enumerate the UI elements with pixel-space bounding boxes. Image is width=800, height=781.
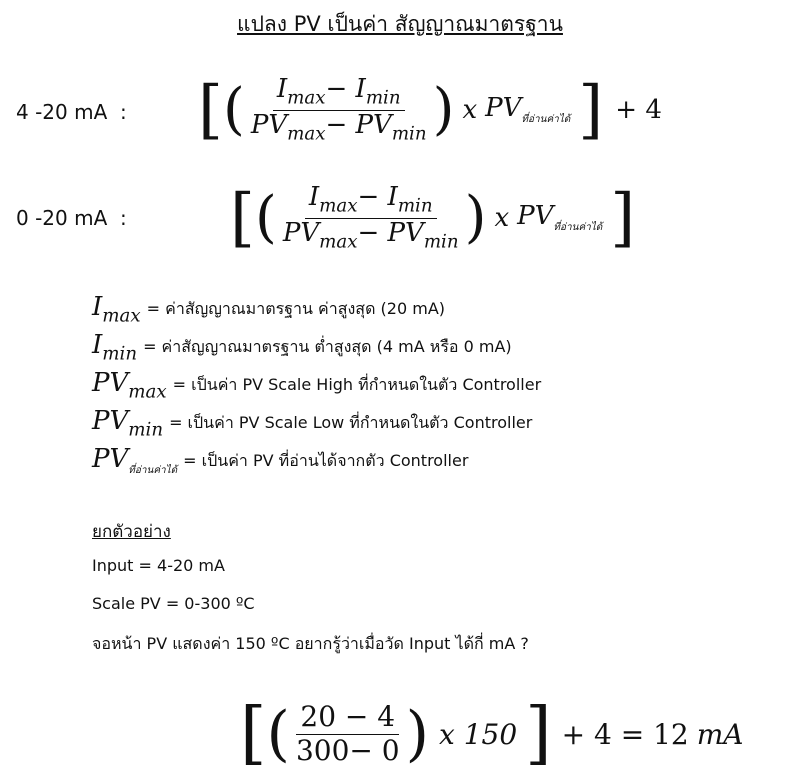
ratio-fraction bbox=[279, 183, 463, 253]
times-sign: x bbox=[462, 95, 478, 125]
example-scale-line: Scale PV = 0-300 ºC bbox=[92, 594, 255, 613]
left-paren: ( bbox=[222, 77, 245, 142]
pv-read: $PV_{ที่อ่านค่าได้}$ bbox=[517, 201, 603, 233]
right-bracket: ] bbox=[610, 181, 636, 255]
example-question-line: จอหน้า PV แสดงค่า 150 ºC อยากรู้ว่าเมื่อวัด Input ได้กี่ mA ? bbox=[92, 634, 529, 653]
formula-4-20 bbox=[198, 70, 662, 150]
formula-0-20-label: 0 -20 mA : bbox=[16, 206, 127, 230]
definition-imax: $I_{max}$ = ค่าสัญญาณมาตรฐาน ค่าสูงสุด (20 mA) bbox=[92, 291, 445, 327]
example-denominator: 300− 0 bbox=[295, 733, 400, 767]
pv-read: $PV_{ที่อ่านค่าได้}$ bbox=[485, 93, 571, 125]
right-paren: ) bbox=[432, 77, 455, 142]
page-title: แปลง PV เป็นค่า สัญญาณมาตรฐาน bbox=[237, 12, 563, 36]
definitions-list bbox=[92, 290, 541, 480]
right-bracket: ] bbox=[525, 694, 552, 773]
left-bracket: [ bbox=[240, 694, 267, 773]
example-result: + 4 = 12 bbox=[561, 717, 689, 751]
numerator: $I_{max}- I_{min}$ bbox=[305, 183, 437, 218]
ratio-fraction bbox=[247, 75, 431, 145]
definition-imin: $I_{min}$ = ค่าสัญญาณมาตรฐาน ต่ำสูงสุด (4 mA หรือ 0 mA) bbox=[92, 329, 512, 365]
left-paren: ( bbox=[266, 699, 290, 769]
right-paren: ) bbox=[405, 699, 429, 769]
right-bracket: ] bbox=[578, 73, 604, 147]
example-numerator: 20 − 4 bbox=[296, 701, 399, 734]
example-times: x 150 bbox=[439, 717, 518, 751]
definition-pv-read: $PV_{ที่อ่านค่าได้}$ = เป็นค่า PV ที่อ่านได้จากตัว Controller bbox=[92, 444, 469, 476]
example-input-line: Input = 4-20 mA bbox=[92, 556, 225, 575]
left-bracket: [ bbox=[198, 73, 223, 147]
denominator: $PV_{max}- PV_{min}$ bbox=[250, 109, 427, 144]
times-sign: x bbox=[494, 203, 510, 233]
left-paren: ( bbox=[254, 185, 277, 250]
definition-pvmin: $PV_{min}$ = เป็นค่า PV Scale Low ที่กำหนดในตัว Controller bbox=[92, 405, 533, 441]
right-paren: ) bbox=[464, 185, 487, 250]
example-unit: mA bbox=[696, 717, 744, 751]
example-heading: ยกตัวอย่าง bbox=[92, 522, 171, 542]
numerator: $I_{max}- I_{min}$ bbox=[273, 75, 405, 110]
example-fraction bbox=[292, 701, 404, 766]
formula-4-20-label: 4 -20 mA : bbox=[16, 100, 127, 124]
left-bracket: [ bbox=[230, 181, 255, 255]
formula-0-20 bbox=[230, 178, 635, 258]
denominator: $PV_{max}- PV_{min}$ bbox=[282, 217, 459, 252]
plus-offset: + 4 bbox=[615, 95, 662, 125]
example-formula bbox=[240, 690, 744, 778]
definition-pvmax: $PV_{max}$ = เป็นค่า PV Scale High ที่กำหนดในตัว Controller bbox=[92, 367, 542, 403]
